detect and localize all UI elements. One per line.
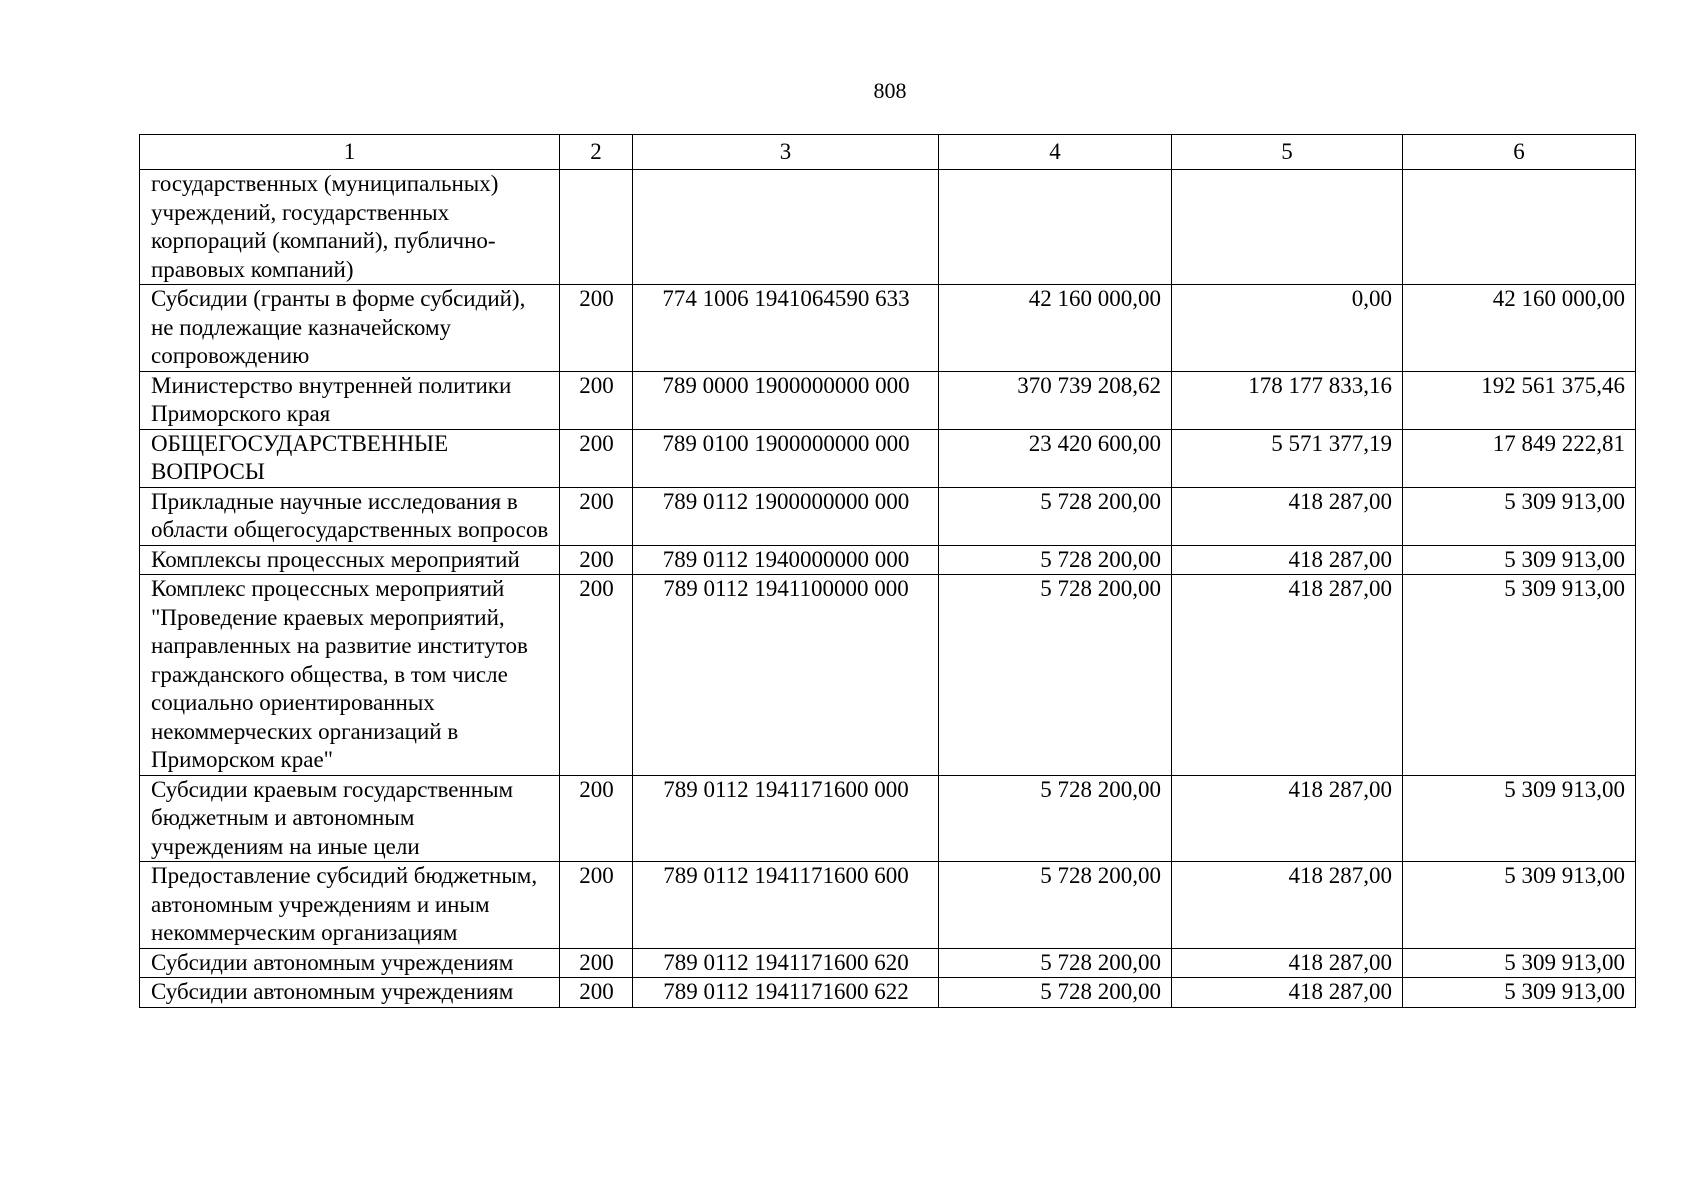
row-value-5: 418 287,00 bbox=[1172, 545, 1403, 575]
row-name: Прикладные научные исследования в области общегосударственных вопросов bbox=[140, 487, 560, 545]
table-body bbox=[140, 170, 1636, 1008]
row-name: Субсидии краевым государственным бюджетным и автономным учреждениям на иные цели bbox=[140, 775, 560, 862]
table-row bbox=[140, 170, 1636, 285]
table-row bbox=[140, 429, 1636, 487]
table-row bbox=[140, 862, 1636, 949]
row-code bbox=[560, 170, 633, 285]
row-value-4: 5 728 200,00 bbox=[939, 487, 1172, 545]
budget-table bbox=[139, 134, 1636, 1008]
row-kbk: 789 0112 1941171600 622 bbox=[633, 978, 939, 1008]
table-row bbox=[140, 978, 1636, 1008]
row-value-4: 42 160 000,00 bbox=[939, 285, 1172, 372]
table-row bbox=[140, 487, 1636, 545]
row-code: 200 bbox=[560, 978, 633, 1008]
column-header-2: 2 bbox=[560, 135, 633, 170]
row-value-5: 418 287,00 bbox=[1172, 775, 1403, 862]
row-kbk: 789 0112 1941171600 000 bbox=[633, 775, 939, 862]
row-kbk: 789 0100 1900000000 000 bbox=[633, 429, 939, 487]
row-name: Комплексы процессных мероприятий bbox=[140, 545, 560, 575]
row-kbk: 789 0112 1941100000 000 bbox=[633, 575, 939, 776]
row-code: 200 bbox=[560, 371, 633, 429]
row-code: 200 bbox=[560, 575, 633, 776]
row-value-5: 418 287,00 bbox=[1172, 948, 1403, 978]
row-kbk: 789 0112 1941171600 620 bbox=[633, 948, 939, 978]
row-value-5: 418 287,00 bbox=[1172, 575, 1403, 776]
row-value-4: 5 728 200,00 bbox=[939, 575, 1172, 776]
page-number: 808 bbox=[873, 78, 907, 103]
row-code: 200 bbox=[560, 545, 633, 575]
row-name: ОБЩЕГОСУДАРСТВЕННЫЕ ВОПРОСЫ bbox=[140, 429, 560, 487]
row-value-5: 0,00 bbox=[1172, 285, 1403, 372]
row-value-6: 5 309 913,00 bbox=[1403, 487, 1636, 545]
row-code: 200 bbox=[560, 775, 633, 862]
row-value-6: 5 309 913,00 bbox=[1403, 948, 1636, 978]
column-header-6: 6 bbox=[1403, 135, 1636, 170]
row-value-6: 5 309 913,00 bbox=[1403, 575, 1636, 776]
row-value-6: 17 849 222,81 bbox=[1403, 429, 1636, 487]
table-row bbox=[140, 371, 1636, 429]
row-name: Субсидии (гранты в форме субсидий), не подлежащие казначейскому сопровождению bbox=[140, 285, 560, 372]
row-name: Субсидии автономным учреждениям bbox=[140, 978, 560, 1008]
row-value-4: 5 728 200,00 bbox=[939, 978, 1172, 1008]
row-code: 200 bbox=[560, 285, 633, 372]
column-header-5: 5 bbox=[1172, 135, 1403, 170]
row-value-6: 192 561 375,46 bbox=[1403, 371, 1636, 429]
row-kbk: 789 0112 1941171600 600 bbox=[633, 862, 939, 949]
row-kbk: 789 0000 1900000000 000 bbox=[633, 371, 939, 429]
row-code: 200 bbox=[560, 429, 633, 487]
row-value-6: 5 309 913,00 bbox=[1403, 545, 1636, 575]
table-row bbox=[140, 575, 1636, 776]
row-value-4: 5 728 200,00 bbox=[939, 545, 1172, 575]
row-name: Министерство внутренней политики Приморского края bbox=[140, 371, 560, 429]
row-value-6: 5 309 913,00 bbox=[1403, 775, 1636, 862]
row-code: 200 bbox=[560, 487, 633, 545]
row-value-6: 5 309 913,00 bbox=[1403, 978, 1636, 1008]
table-row bbox=[140, 948, 1636, 978]
row-kbk: 789 0112 1900000000 000 bbox=[633, 487, 939, 545]
row-kbk bbox=[633, 170, 939, 285]
row-value-6: 5 309 913,00 bbox=[1403, 862, 1636, 949]
row-value-4: 23 420 600,00 bbox=[939, 429, 1172, 487]
row-value-5: 418 287,00 bbox=[1172, 978, 1403, 1008]
row-name: Комплекс процессных мероприятий "Проведение краевых мероприятий, направленных на развитие институтов гражданского общества, в том числе социально ориентированных некоммерческих организаций в Приморском крае" bbox=[140, 575, 560, 776]
row-value-5: 418 287,00 bbox=[1172, 487, 1403, 545]
row-value-5: 418 287,00 bbox=[1172, 862, 1403, 949]
row-kbk: 789 0112 1940000000 000 bbox=[633, 545, 939, 575]
row-name: Субсидии автономным учреждениям bbox=[140, 948, 560, 978]
row-value-4 bbox=[939, 170, 1172, 285]
row-value-5 bbox=[1172, 170, 1403, 285]
table-row bbox=[140, 775, 1636, 862]
row-code: 200 bbox=[560, 862, 633, 949]
column-header-1: 1 bbox=[140, 135, 560, 170]
column-header-4: 4 bbox=[939, 135, 1172, 170]
row-value-6: 42 160 000,00 bbox=[1403, 285, 1636, 372]
column-header-3: 3 bbox=[633, 135, 939, 170]
table-row bbox=[140, 545, 1636, 575]
row-kbk: 774 1006 1941064590 633 bbox=[633, 285, 939, 372]
row-value-5: 5 571 377,19 bbox=[1172, 429, 1403, 487]
row-code: 200 bbox=[560, 948, 633, 978]
row-value-4: 5 728 200,00 bbox=[939, 775, 1172, 862]
table-row bbox=[140, 285, 1636, 372]
row-value-4: 370 739 208,62 bbox=[939, 371, 1172, 429]
row-value-6 bbox=[1403, 170, 1636, 285]
row-value-5: 178 177 833,16 bbox=[1172, 371, 1403, 429]
row-name: государственных (муниципальных) учреждений, государственных корпораций (компаний), публично-правовых компаний) bbox=[140, 170, 560, 285]
table-header bbox=[140, 135, 1636, 170]
row-value-4: 5 728 200,00 bbox=[939, 948, 1172, 978]
header-row bbox=[140, 135, 1636, 170]
row-name: Предоставление субсидий бюджетным, автономным учреждениям и иным некоммерческим организациям bbox=[140, 862, 560, 949]
row-value-4: 5 728 200,00 bbox=[939, 862, 1172, 949]
